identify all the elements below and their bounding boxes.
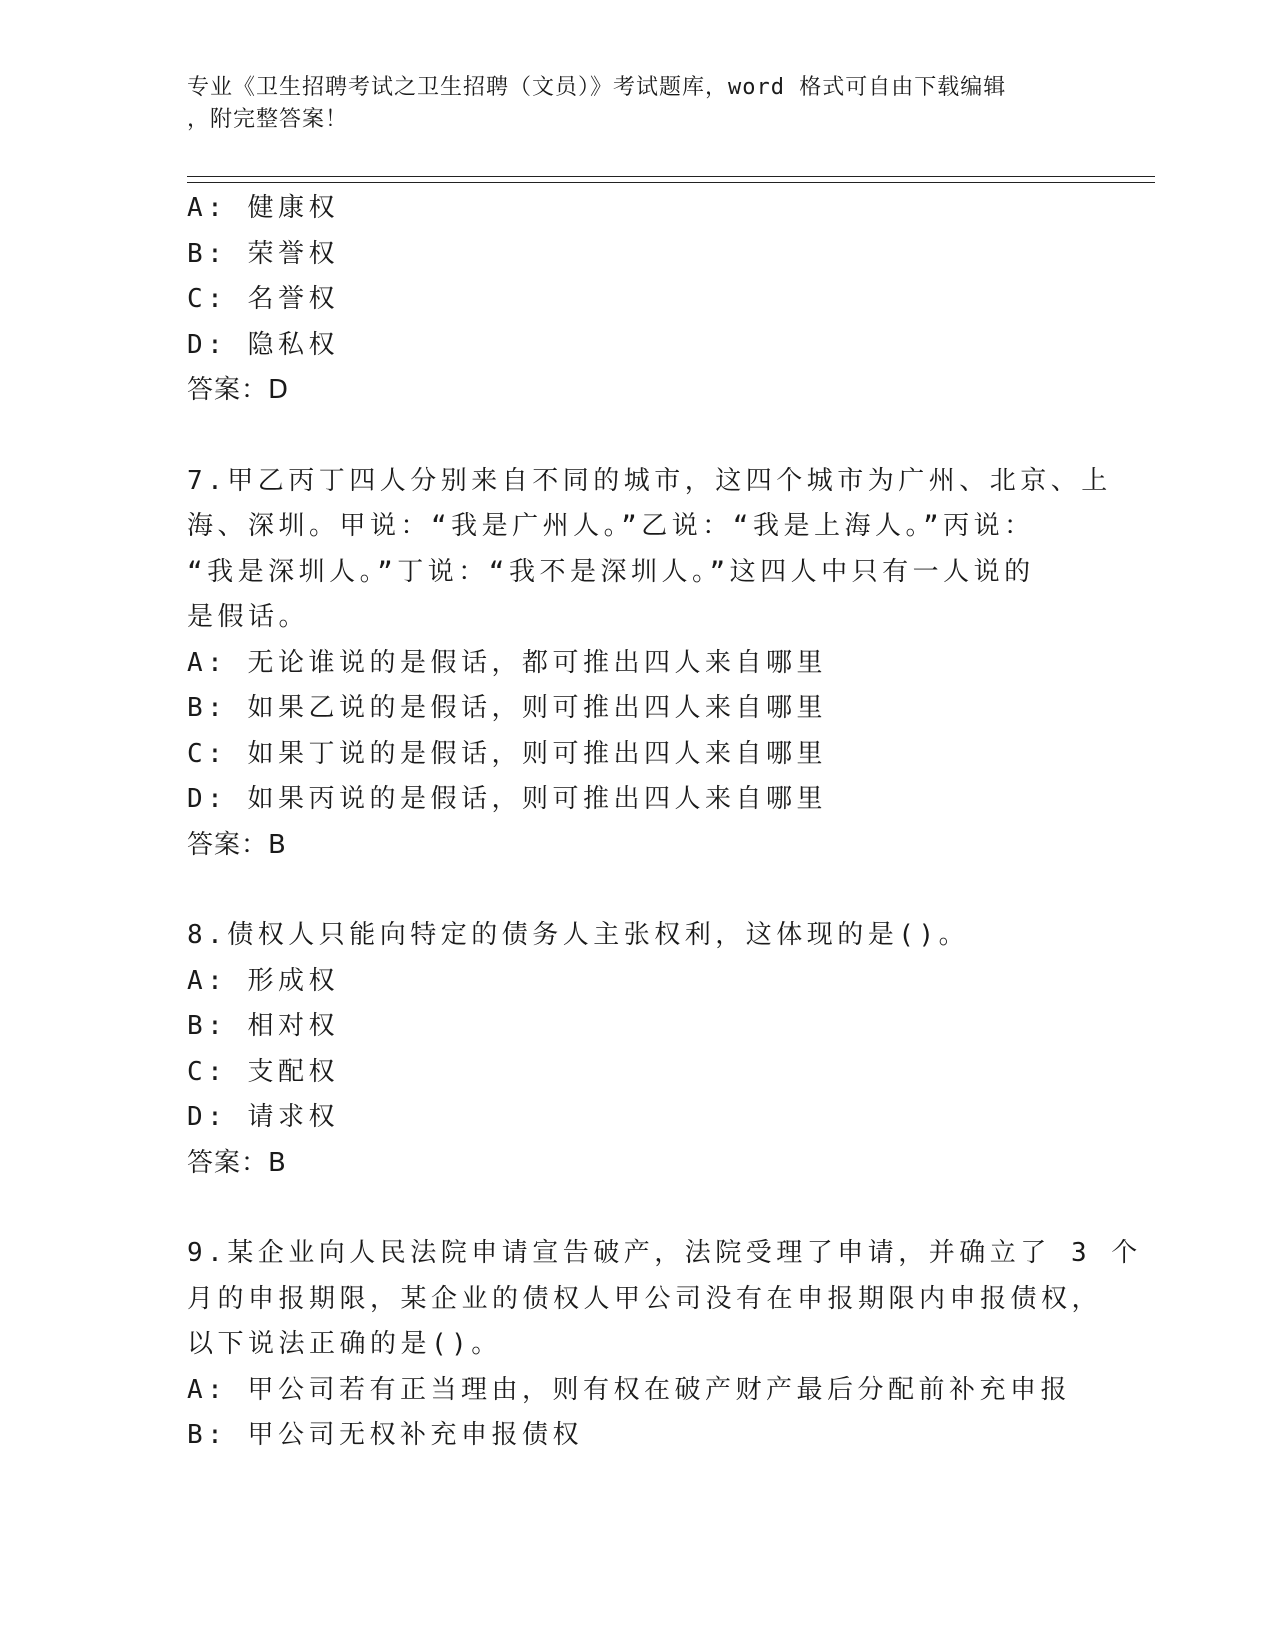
option-a: A: 甲公司若有正当理由，则有权在破产财产最后分配前补充申报 [187,1374,1071,1405]
option-c: C: 名誉权 [187,284,339,314]
question-stem-line: 9.某企业向人民法院申请宣告破产，法院受理了申请，并确立了 3 个 [187,1238,1142,1268]
option-a: A: 健康权 [187,193,339,223]
header-line-2: ，附完整答案！ [187,107,349,132]
question-stem-line: 以下说法正确的是()。 [187,1329,502,1359]
answer-line: 答案：D [187,375,290,405]
header-line-1: 专业《卫生招聘考试之卫生招聘（文员）》考试题库，word 格式可自由下载编辑 [187,75,1007,100]
option-b: B: 甲公司无权补充申报债权 [187,1420,583,1450]
header-divider-bottom [187,182,1155,183]
page-header [187,72,1087,136]
question-stem-line: 月的申报期限，某企业的债权人甲公司没有在申报期限内申报债权， [187,1283,1103,1314]
question-7 [187,459,1112,869]
spacer [187,414,1087,459]
option-b: B: 荣誉权 [187,238,339,269]
question-stem-line: 8.债权人只能向特定的债务人主张权利，这体现的是()。 [187,920,970,950]
option-b: B: 相对权 [187,1011,339,1041]
question-stem-line: 海、深圳。甲说：“我是广州人。”乙说：“我是上海人。”丙说： [187,511,1035,541]
question-9 [187,1231,1142,1459]
question-list [187,186,1142,1459]
option-d: D: 如果丙说的是假话，则可推出四人来自哪里 [187,784,827,814]
option-a: A: 形成权 [187,965,339,996]
question-stem-line: 是假话。 [187,602,310,632]
question-6-remainder [187,186,1087,414]
option-b: B: 如果乙说的是假话，则可推出四人来自哪里 [187,693,827,723]
option-a: A: 无论谁说的是假话，都可推出四人来自哪里 [187,647,827,678]
spacer [187,1186,1087,1231]
option-c: C: 支配权 [187,1056,339,1087]
option-c: C: 如果丁说的是假话，则可推出四人来自哪里 [187,738,827,769]
spacer [187,868,1087,913]
question-stem-line: 7.甲乙丙丁四人分别来自不同的城市，这四个城市为广州、北京、上 [187,465,1112,496]
question-8 [187,913,1087,1186]
header-divider-top [187,176,1155,177]
question-stem-line: “我是深圳人。”丁说：“我不是深圳人。”这四人中只有一人说的 [187,556,1035,587]
answer-line: 答案：B [187,829,287,860]
answer-line: 答案：B [187,1147,287,1178]
option-d: D: 请求权 [187,1102,339,1132]
option-d: D: 隐私权 [187,329,339,360]
